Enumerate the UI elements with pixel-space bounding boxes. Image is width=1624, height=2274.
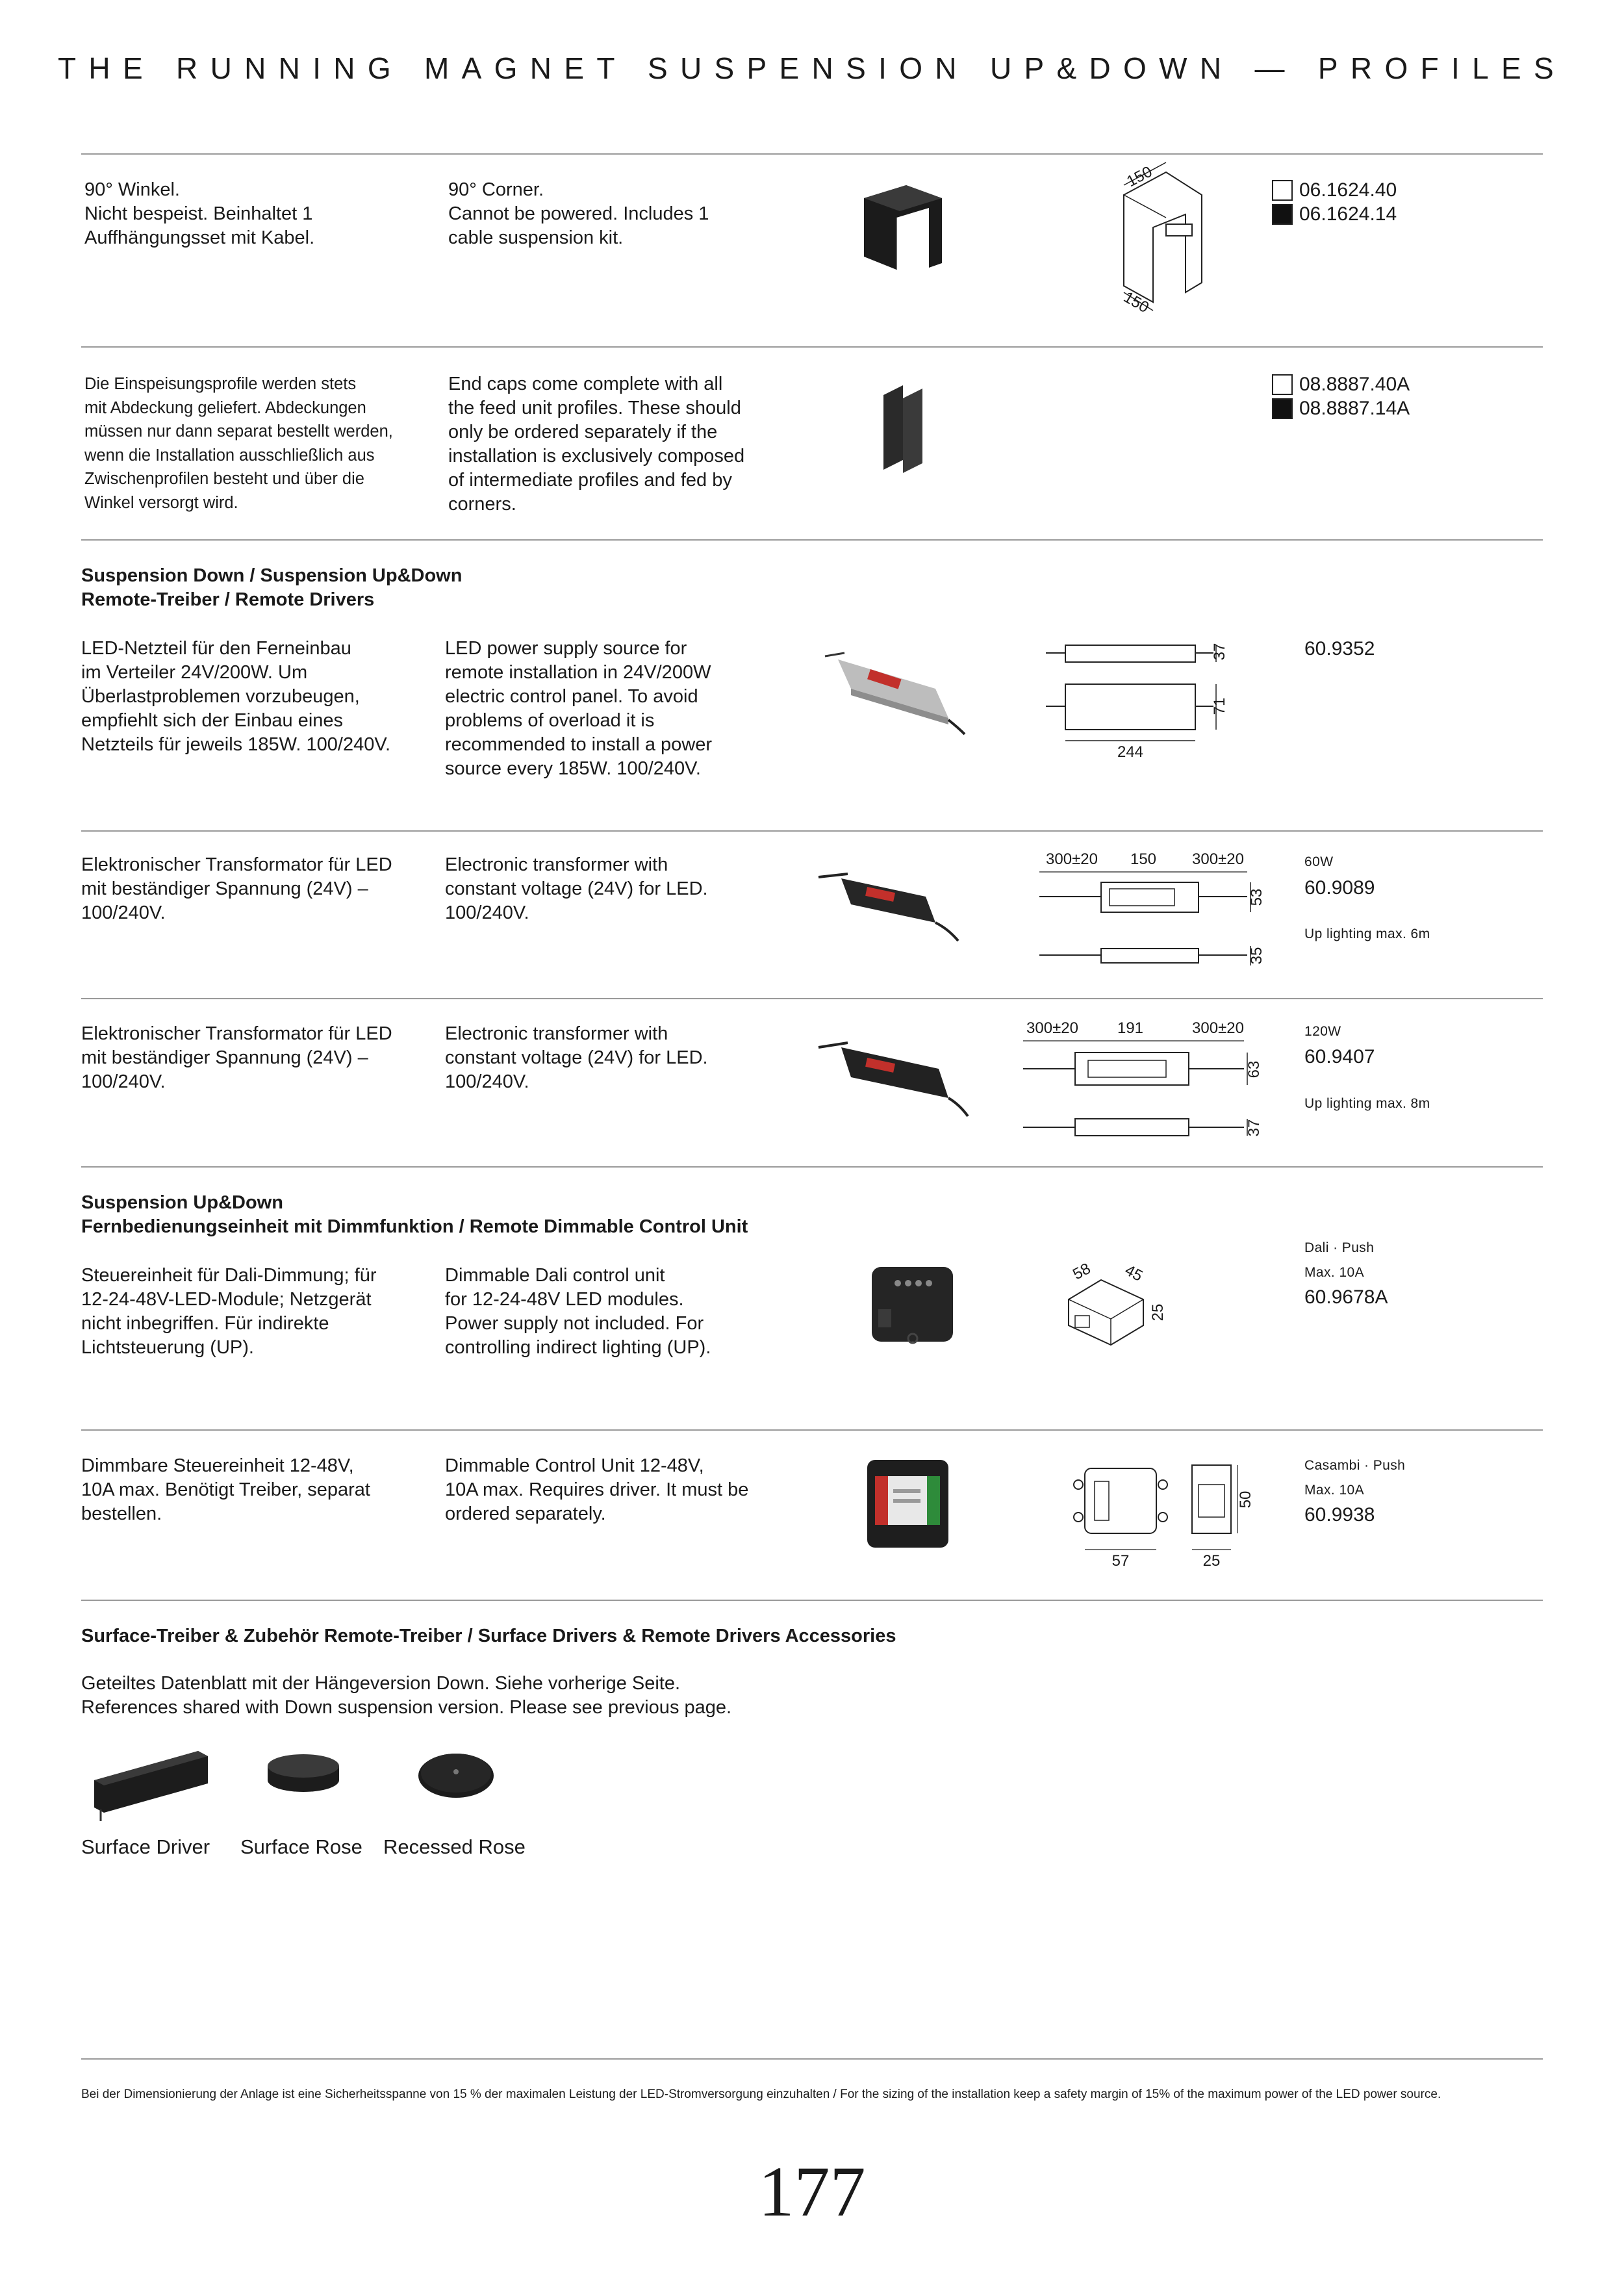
power-label: 60W — [1304, 854, 1334, 869]
casambi-unit-description-en: Dimmable Control Unit 12-48V, 10A max. Requires driver. It must be ordered separately. — [445, 1455, 749, 1524]
row1-codes — [1272, 178, 1397, 226]
dim-depth: 37 — [1245, 1119, 1263, 1137]
transformer-60w-image — [815, 864, 971, 949]
white-swatch — [1272, 180, 1293, 201]
protocol-tag: Casambi · Push — [1304, 1458, 1406, 1473]
accessory-label-surface-driver: Surface Driver — [81, 1835, 210, 1858]
max-current: Max. 10A — [1304, 1483, 1365, 1498]
page-title: THE RUNNING MAGNET SUSPENSION UP&DOWN — PROFILES — [57, 51, 1566, 85]
product-code: 60.9938 — [1304, 1504, 1375, 1526]
dim-width: 71 — [1211, 697, 1228, 715]
divider — [81, 1166, 1543, 1168]
section-heading: Remote-Treiber / Remote Drivers — [81, 589, 375, 610]
product-code: 60.9352 — [1304, 638, 1375, 659]
dim-height: 53 — [1248, 888, 1265, 906]
driver-200w-image — [818, 643, 974, 741]
dim-height: 63 — [1245, 1060, 1263, 1079]
row1-description-en: 90° Corner. Cannot be powered. Includes 1 cable suspension kit. — [448, 179, 709, 248]
dali-unit-description-de: Steuereinheit für Dali-Dimmung; für 12-24-48V-LED-Module; Netzgerät nicht inbegriffen. Für indirekte Lichtsteuerung (UP). — [81, 1265, 377, 1358]
accessory-label-surface-rose: Surface Rose — [240, 1835, 362, 1858]
transformer-60w-description-en: Electronic transformer with constant voltage (24V) for LED. 100/240V. — [445, 854, 708, 923]
casambi-unit-image — [861, 1450, 958, 1554]
black-swatch — [1272, 398, 1293, 419]
section-heading: Suspension Down / Suspension Up&Down — [81, 565, 463, 586]
protocol-tag: Dali · Push — [1304, 1240, 1375, 1255]
transformer-120w-drawing — [1010, 1014, 1289, 1143]
row2-description-en: End caps come complete with all the feed unit profiles. These should only be ordered separately if the installation is exclusively composed of intermediate profiles and fed by corners. — [448, 374, 745, 515]
power-label: 120W — [1304, 1024, 1341, 1039]
surface-rose-image — [263, 1748, 348, 1800]
product-code: 06.1624.40 — [1299, 179, 1397, 201]
dim-length: 244 — [1117, 743, 1144, 761]
dim-height: 25 — [1149, 1303, 1167, 1322]
divider — [81, 153, 1543, 155]
product-code: 08.8887.14A — [1299, 398, 1410, 419]
dim-cable-right: 300±20 — [1192, 850, 1244, 868]
dim-body: 191 — [1117, 1019, 1144, 1037]
divider — [81, 998, 1543, 999]
end-cap-image — [880, 382, 932, 479]
dim-body: 150 — [1130, 850, 1157, 868]
recessed-rose-image — [416, 1744, 500, 1803]
corner-profile-image — [857, 182, 948, 273]
dim-width: 45 — [1122, 1261, 1146, 1285]
divider — [81, 1600, 1543, 1601]
product-code: 60.9089 — [1304, 877, 1375, 899]
dim-height: 50 — [1237, 1490, 1254, 1509]
product-code: 60.9678A — [1304, 1286, 1388, 1308]
casambi-unit-drawing — [1065, 1455, 1286, 1572]
section-heading: Suspension Up&Down — [81, 1192, 283, 1213]
up-lighting-note: Up lighting max. 6m — [1304, 926, 1430, 941]
dim-depth: 35 — [1248, 947, 1265, 965]
row2-description-de: Die Einspeisungsprofile werden stets mit Abdeckung geliefert. Abdeckungen müssen nur dann separat bestellt werden, wenn die Installation ausschließlich aus Zwischenprofilen besteht und über die Winkel versorgt wird. — [84, 375, 393, 512]
max-current: Max. 10A — [1304, 1265, 1365, 1280]
footnote: Bei der Dimensionierung der Anlage ist eine Sicherheitsspanne von 15 % der maximalen Leistung der LED-Stromversorgung einzuhalten / For the sizing of the installation keep a safety margin of 15% of the maximum power of the LED power source. — [81, 2088, 1441, 2101]
row2-codes — [1272, 372, 1410, 420]
transformer-120w-image — [815, 1033, 978, 1124]
corner-dim-bottom: 150 — [1121, 288, 1152, 317]
dali-unit-image — [864, 1257, 968, 1355]
driver-200w-description-en: LED power supply source for remote installation in 24V/200W electric control panel. To avoid problems of overload it is recommended to install a power source every 185W. 100/240V. — [445, 638, 713, 779]
dim-height: 37 — [1211, 643, 1228, 661]
transformer-120w-description-en: Electronic transformer with constant voltage (24V) for LED. 100/240V. — [445, 1023, 708, 1092]
driver-200w-drawing — [1033, 633, 1273, 763]
transformer-60w-description-de: Elektronischer Transformator für LED mit beständiger Spannung (24V) – 100/240V. — [81, 854, 392, 923]
casambi-unit-description-de: Dimmbare Steuereinheit 12-48V, 10A max. Benötigt Treiber, separat bestellen. — [81, 1455, 370, 1524]
black-swatch — [1272, 204, 1293, 225]
driver-200w-description-de: LED-Netzteil für den Ferneinbau im Verteiler 24V/200W. Um Überlastproblemen vorzubeugen, empfiehlt sich der Einbau eines Netzteils für jeweils 185W. 100/240V. — [81, 638, 391, 755]
product-code: 60.9407 — [1304, 1046, 1375, 1067]
dim-length: 57 — [1111, 1552, 1130, 1570]
surface-driver-image — [88, 1744, 218, 1822]
accessory-label-recessed-rose: Recessed Rose — [383, 1835, 526, 1858]
divider — [81, 2058, 1543, 2060]
transformer-120w-description-de: Elektronischer Transformator für LED mit beständiger Spannung (24V) – 100/240V. — [81, 1023, 392, 1092]
divider — [81, 830, 1543, 832]
dim-cable-right: 300±20 — [1192, 1019, 1244, 1037]
dim-length: 58 — [1070, 1259, 1094, 1284]
row1-description-de: 90° Winkel. Nicht bespeist. Beinhaltet 1 Auffhängungsset mit Kabel. — [84, 179, 315, 248]
dim-width: 25 — [1202, 1552, 1221, 1570]
dim-cable-left: 300±20 — [1026, 1019, 1078, 1037]
product-code: 08.8887.40A — [1299, 374, 1410, 395]
corner-drawing — [1104, 156, 1228, 318]
divider — [81, 539, 1543, 541]
section-heading: Fernbedienungseinheit mit Dimmfunktion / Remote Dimmable Control Unit — [81, 1216, 748, 1237]
divider — [81, 1429, 1543, 1431]
transformer-60w-drawing — [1026, 845, 1280, 975]
product-code: 06.1624.14 — [1299, 203, 1397, 225]
dali-unit-description-en: Dimmable Dali control unit for 12-24-48V LED modules. Power supply not included. For controlling indirect lighting (UP). — [445, 1265, 711, 1358]
corner-dim-top: 150 — [1124, 162, 1156, 191]
dim-cable-left: 300±20 — [1046, 850, 1098, 868]
dali-unit-drawing — [1056, 1254, 1186, 1351]
white-swatch — [1272, 374, 1293, 395]
up-lighting-note: Up lighting max. 8m — [1304, 1096, 1430, 1111]
shared-datasheet-note: Geteiltes Datenblatt mit der Hängeversion Down. Siehe vorherige Seite. References shared with Down suspension version. Please see previous page. — [81, 1673, 732, 1718]
section-heading: Surface-Treiber & Zubehör Remote-Treiber / Surface Drivers & Remote Drivers Accessories — [81, 1626, 896, 1646]
page-number: 177 — [758, 2152, 866, 2231]
divider — [81, 346, 1543, 348]
